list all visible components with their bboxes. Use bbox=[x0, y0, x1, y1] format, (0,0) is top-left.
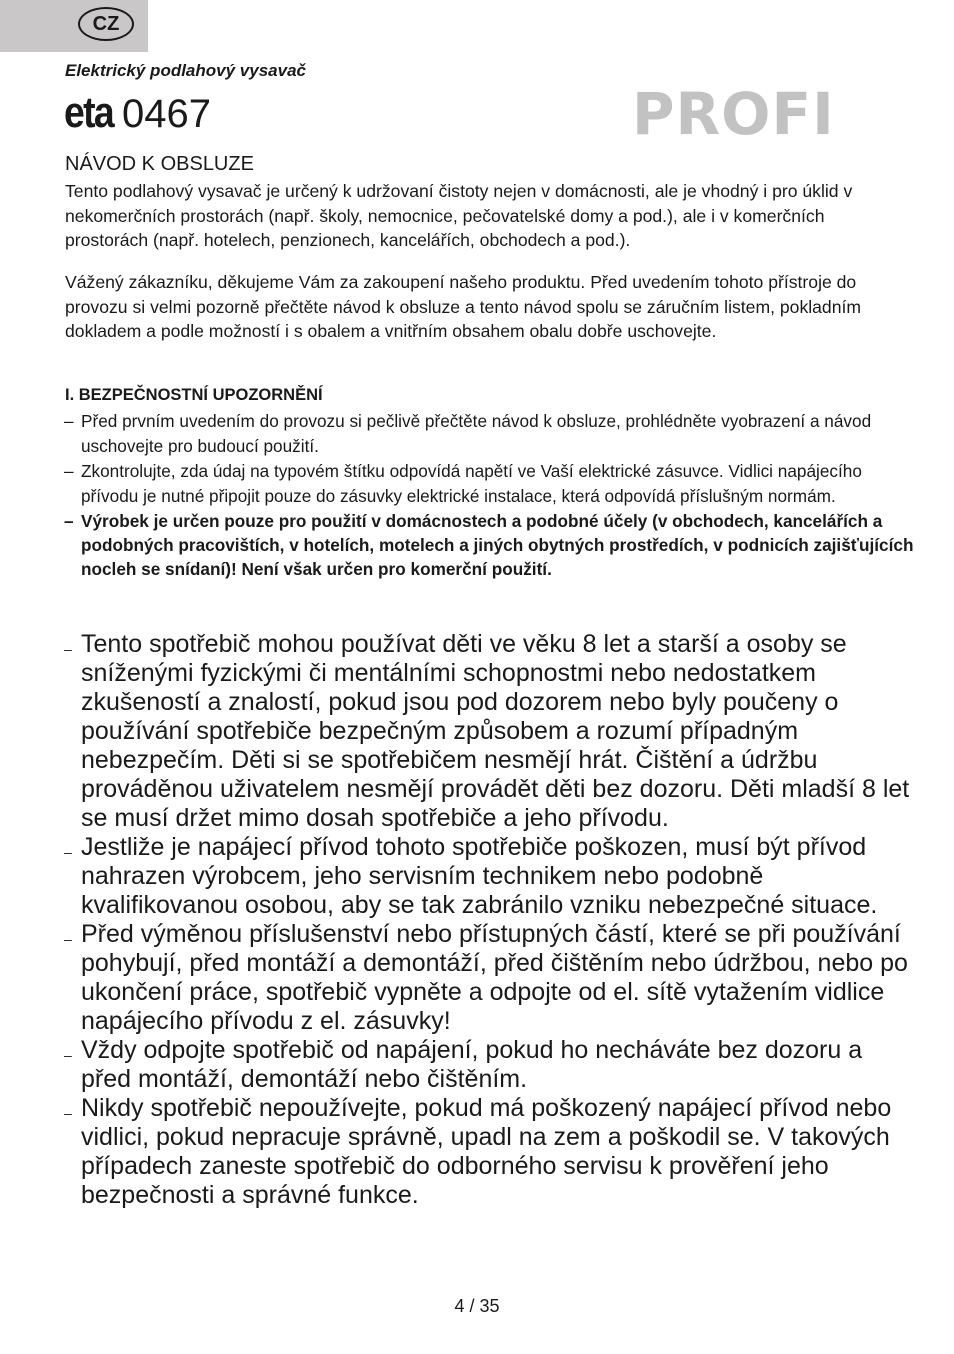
dash-bullet: – bbox=[64, 1105, 72, 1121]
safety-item-text: Jestliže je napájecí přívod tohoto spotřebiče poškozen, musí být přívod nahrazen výrobcem, jeho servisním technikem nebo podobně kvalifikovanou osobou, aby se tak zabránilo vzniku nebezpečné situace. bbox=[81, 833, 878, 919]
dash-bullet: – bbox=[64, 411, 74, 431]
safety-item bbox=[64, 1036, 914, 1094]
safety-item bbox=[64, 833, 914, 920]
dash-bullet: – bbox=[64, 931, 72, 947]
safety-item-text: Nikdy spotřebič nepoužívejte, pokud má poškozený napájecí přívod nebo vidlici, pokud nepracuje správně, upadl na zem a poškodil se. V takových případech zaneste spotřebič do odborného servisu k prověření jeho bezpečnosti a správné funkce. bbox=[81, 1094, 892, 1209]
manual-title: NÁVOD K OBSLUZE bbox=[65, 153, 254, 175]
safety-item-text: Vždy odpojte spotřebič od napájení, pokud ho necháváte bez dozoru a před montáží, demontáží nebo čištěním. bbox=[81, 1036, 863, 1093]
usage-paragraph: Tento podlahový vysavač je určený k udržovaní čistoty nejen v domácnosti, ale je vhodný i pro úklid v nekomerčních prostorách (např. školy, nemocnice, pečovatelské domy a pod.), ale i v komerčních prostorách (např. hotelech, penzionech, kancelářích, obchodech a pod.). bbox=[65, 181, 853, 250]
dash-bullet: – bbox=[64, 511, 74, 531]
safety-item-text: Zkontrolujte, zda údaj na typovém štítku odpovídá napětí ve Vaší elektrické zásuvce. Vidlici napájecího přívodu je nutné připojit pouze do zásuvky elektrické instalace, která odpovídá příslušným normám. bbox=[81, 461, 862, 506]
language-badge: CZ bbox=[78, 7, 134, 41]
product-type: Elektrický podlahový vysavač bbox=[65, 61, 306, 80]
page-number: 4 / 35 bbox=[454, 1296, 500, 1316]
safety-list-large bbox=[64, 630, 914, 1210]
series-logo: PROFI bbox=[632, 80, 835, 148]
safety-item-text: Před prvním uvedením do provozu si pečlivě přečtěte návod k obsluze, prohlédněte vyobrazení a návod uschovejte pro budoucí použití. bbox=[81, 411, 872, 456]
safety-item-emphasis bbox=[64, 509, 914, 581]
safety-item bbox=[64, 1094, 914, 1210]
dash-bullet: – bbox=[64, 844, 72, 860]
safety-item-text: Tento spotřebič mohou používat děti ve věku 8 let a starší a osoby se sníženými fyzickými či mentálními schopnostmi nebo nedostatkem zkušeností a znalostí, pokud jsou pod dozorem nebo byly poučeny o používání spotřebiče bezpečným způsobem a rozumí případným nebezpečím. Děti si se spotřebičem nesmějí hrát. Čištění a údržbu prováděnou uživatelem nesmějí provádět děti bez dozoru. Děti mladší 8 let se musí držet mimo dosah spotřebiče a jeho přívodu. bbox=[81, 630, 910, 832]
safety-item bbox=[64, 630, 914, 833]
safety-item-text: Výrobek je určen pouze pro použití v domácnostech a podobné účely (v obchodech, kancelářích a podobných pracovištích, v hotelích, motelech a jiných obytných prostředích, v podnicích zajišťujících nocleh se snídaní)! Není však určen pro komerční použití. bbox=[81, 511, 914, 579]
section-title: I. BEZPEČNOSTNÍ UPOZORNĚNÍ bbox=[65, 386, 323, 404]
dash-bullet: – bbox=[64, 641, 72, 657]
dash-bullet: – bbox=[64, 461, 74, 481]
brand-block bbox=[64, 88, 211, 138]
dash-bullet: – bbox=[64, 1047, 72, 1063]
safety-item bbox=[64, 920, 914, 1036]
thanks-paragraph: Vážený zákazníku, děkujeme Vám za zakoupení našeho produktu. Před uvedením tohoto přístroje do provozu si velmi pozorně přečtěte návod k obsluze a tento návod spolu se záručním listem, pokladním dokladem a podle možností i s obalem a vnitřním obsahem obalu dobře uschovejte. bbox=[65, 272, 862, 341]
language-tab bbox=[0, 0, 148, 52]
safety-item-text: Před výměnou příslušenství nebo přístupných částí, které se při používání pohybují, před montáží a demontáží, před čištěním nebo údržbou, nebo po ukončení práce, spotřebič vypněte a odpojte od el. sítě vytažením vidlice napájecího přívodu z el. zásuvky! bbox=[81, 920, 908, 1035]
safety-item bbox=[64, 409, 914, 459]
brand-logo: eta bbox=[64, 88, 113, 137]
safety-list-small bbox=[64, 409, 914, 581]
safety-item bbox=[64, 459, 914, 509]
model-number: 0467 bbox=[122, 92, 212, 136]
